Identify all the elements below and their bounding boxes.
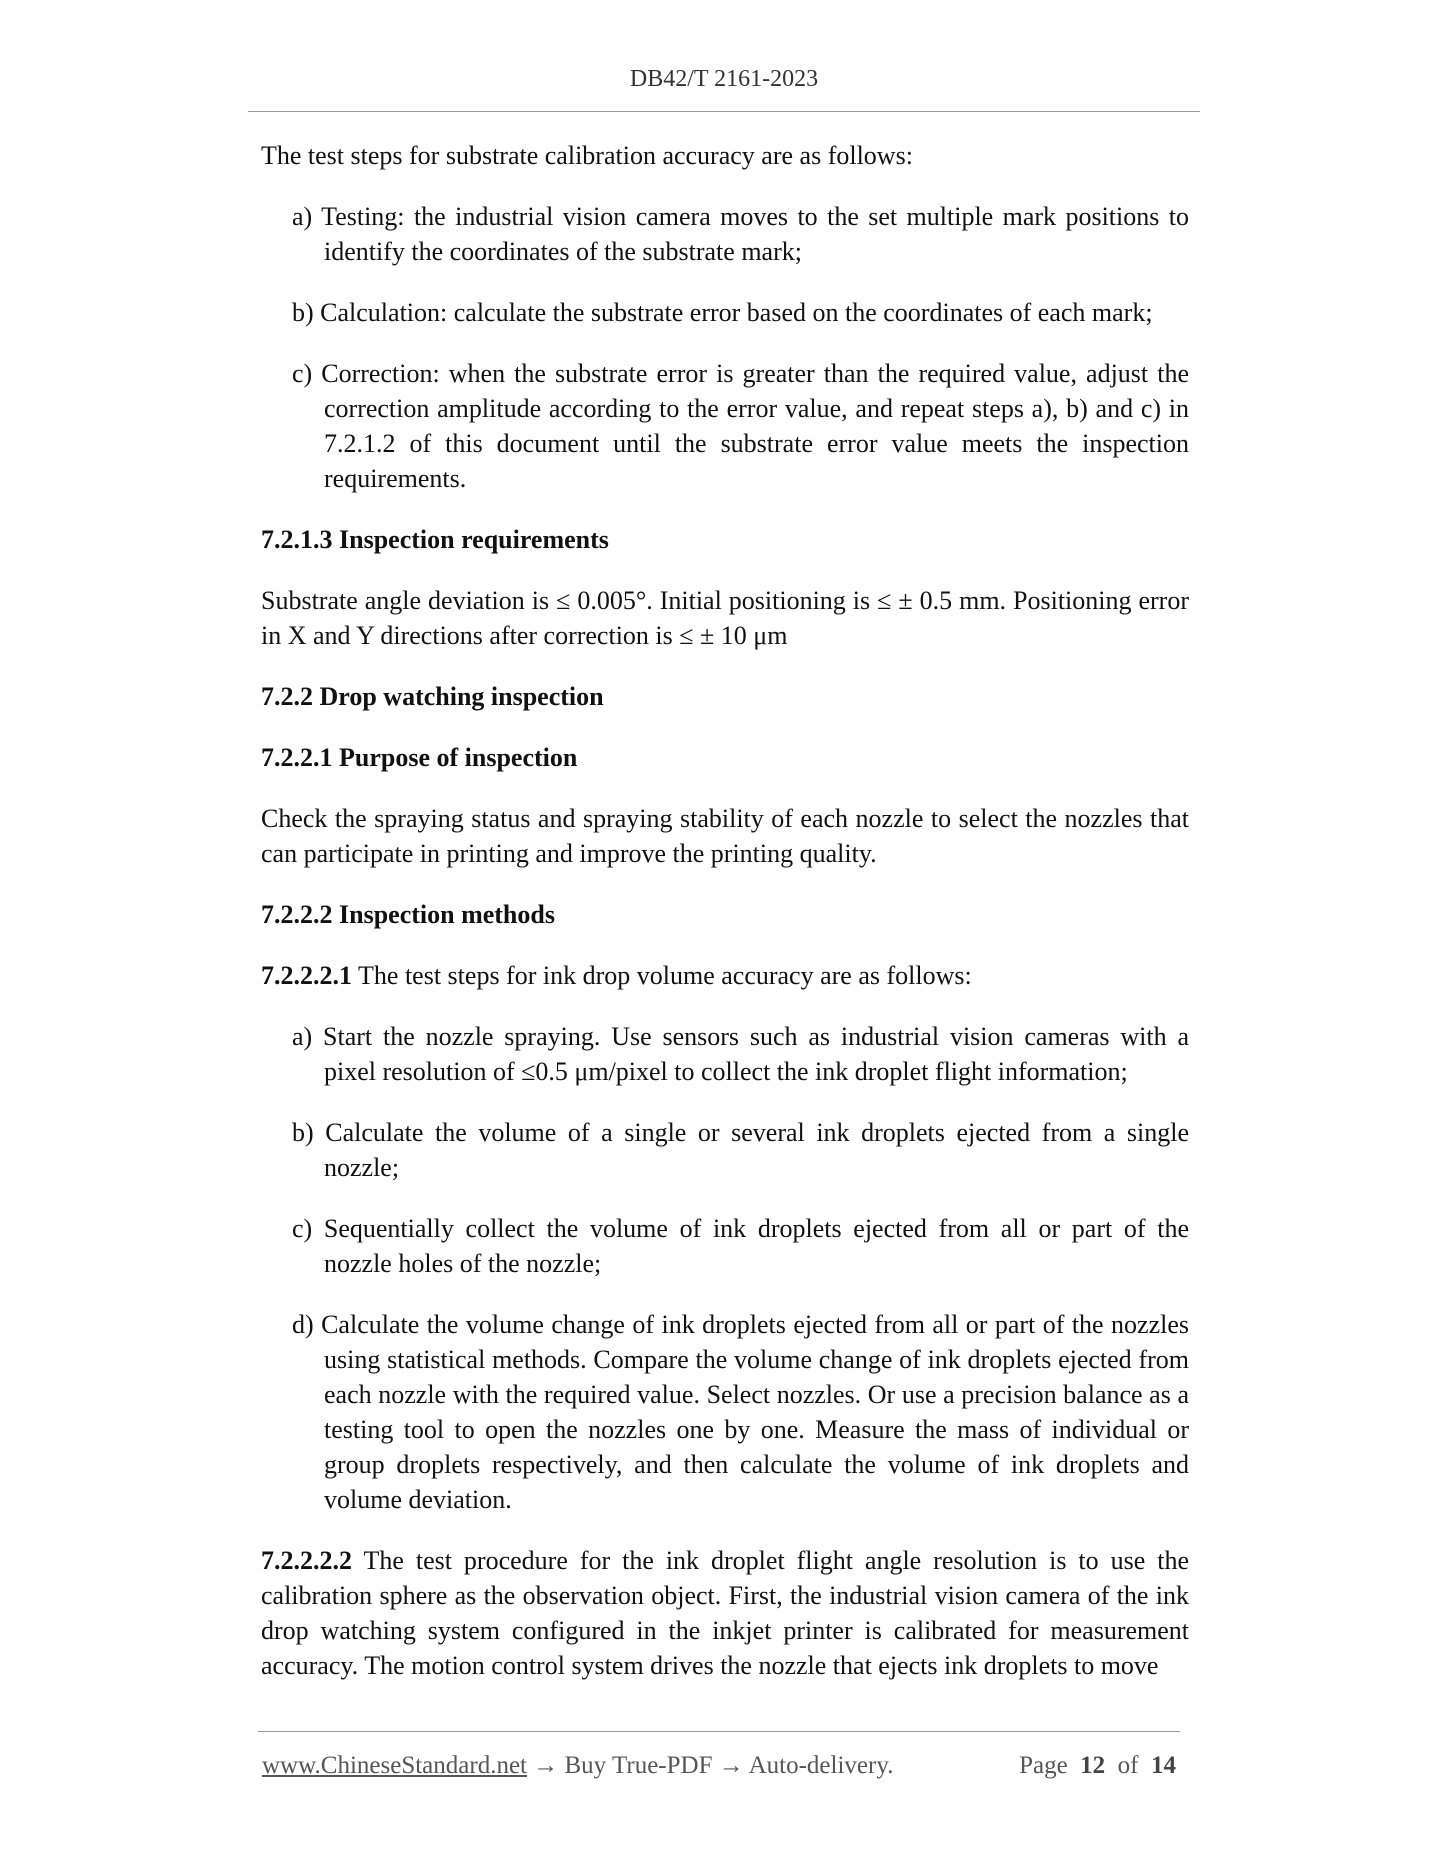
calibration-step-a: a) Testing: the industrial vision camera moves to the set multiple mark positions to identify the coordinates of the substrate mark; xyxy=(292,202,1189,266)
document-body xyxy=(261,138,1189,1709)
page-of-label: of xyxy=(1117,1752,1139,1779)
inspection-requirements-paragraph: Substrate angle deviation is ≤ 0.005°. Initial positioning is ≤ ± 0.5 mm. Positioning error in X and Y directions after correction is ≤ ± 10 μm xyxy=(261,586,1189,650)
section-heading-7213: 7.2.1.3 Inspection requirements xyxy=(261,525,609,554)
document-code-header: DB42/T 2161-2023 xyxy=(629,66,819,92)
clause-number-72221: 7.2.2.2.1 xyxy=(261,961,352,990)
clause-72221-paragraph xyxy=(261,958,1189,993)
volume-step-b: b) Calculate the volume of a single or several ink droplets ejected from a single nozzle; xyxy=(292,1118,1189,1182)
footer-promo-text: → Buy True-PDF → Auto-delivery. xyxy=(527,1752,894,1779)
volume-step-d: d) Calculate the volume change of ink droplets ejected from all or part of the nozzles using statistical methods. Compare the volume change of ink droplets ejected from each nozzle with the required value. Select nozzles. Or use a precision balance as a testing tool to open the nozzles one by one. Measure the mass of individual or group droplets respectively, and then calculate the volume of ink droplets and volume deviation. xyxy=(292,1310,1189,1514)
calibration-step-b: b) Calculation: calculate the substrate error based on the coordinates of each mark; xyxy=(292,298,1153,327)
intro-paragraph: The test steps for substrate calibration accuracy are as follows: xyxy=(261,141,913,170)
calibration-step-c: c) Correction: when the substrate error is greater than the required value, adjust the correction amplitude according to the error value, and repeat steps a), b) and c) in 7.2.1.2 of this document until the substrate error value meets the inspection requirements. xyxy=(292,359,1189,493)
clause-text-72221: The test steps for ink drop volume accuracy are as follows: xyxy=(352,961,972,990)
page-total: 14 xyxy=(1151,1752,1176,1779)
volume-step-c: c) Sequentially collect the volume of ink droplets ejected from all or part of the nozzle holes of the nozzle; xyxy=(292,1214,1189,1278)
page-footer xyxy=(262,1752,1180,1780)
website-link[interactable]: www.ChineseStandard.net xyxy=(262,1752,527,1779)
section-heading-7222: 7.2.2.2 Inspection methods xyxy=(261,900,555,929)
volume-step-a: a) Start the nozzle spraying. Use sensors such as industrial vision cameras with a pixel resolution of ≤0.5 μm/pixel to collect the ink droplet flight information; xyxy=(292,1022,1189,1086)
header-divider xyxy=(248,111,1200,112)
footer-divider xyxy=(258,1731,1180,1732)
page-label: Page xyxy=(1019,1752,1068,1779)
page-number xyxy=(1019,1752,1176,1780)
section-heading-722: 7.2.2 Drop watching inspection xyxy=(261,682,604,711)
inspection-purpose-paragraph: Check the spraying status and spraying stability of each nozzle to select the nozzles that can participate in printing and improve the printing quality. xyxy=(261,804,1189,868)
page-current: 12 xyxy=(1080,1752,1106,1779)
clause-number-72222: 7.2.2.2.2 xyxy=(261,1546,352,1575)
section-heading-7221: 7.2.2.1 Purpose of inspection xyxy=(261,743,578,772)
clause-text-72222: The test procedure for the ink droplet flight angle resolution is to use the calibration sphere as the observation object. First, the industrial vision camera of the ink drop watching system configured in the inkjet printer is calibrated for measurement accuracy. The motion control system drives the nozzle that ejects ink droplets to move xyxy=(261,1546,1189,1680)
clause-72222-paragraph xyxy=(261,1543,1189,1683)
